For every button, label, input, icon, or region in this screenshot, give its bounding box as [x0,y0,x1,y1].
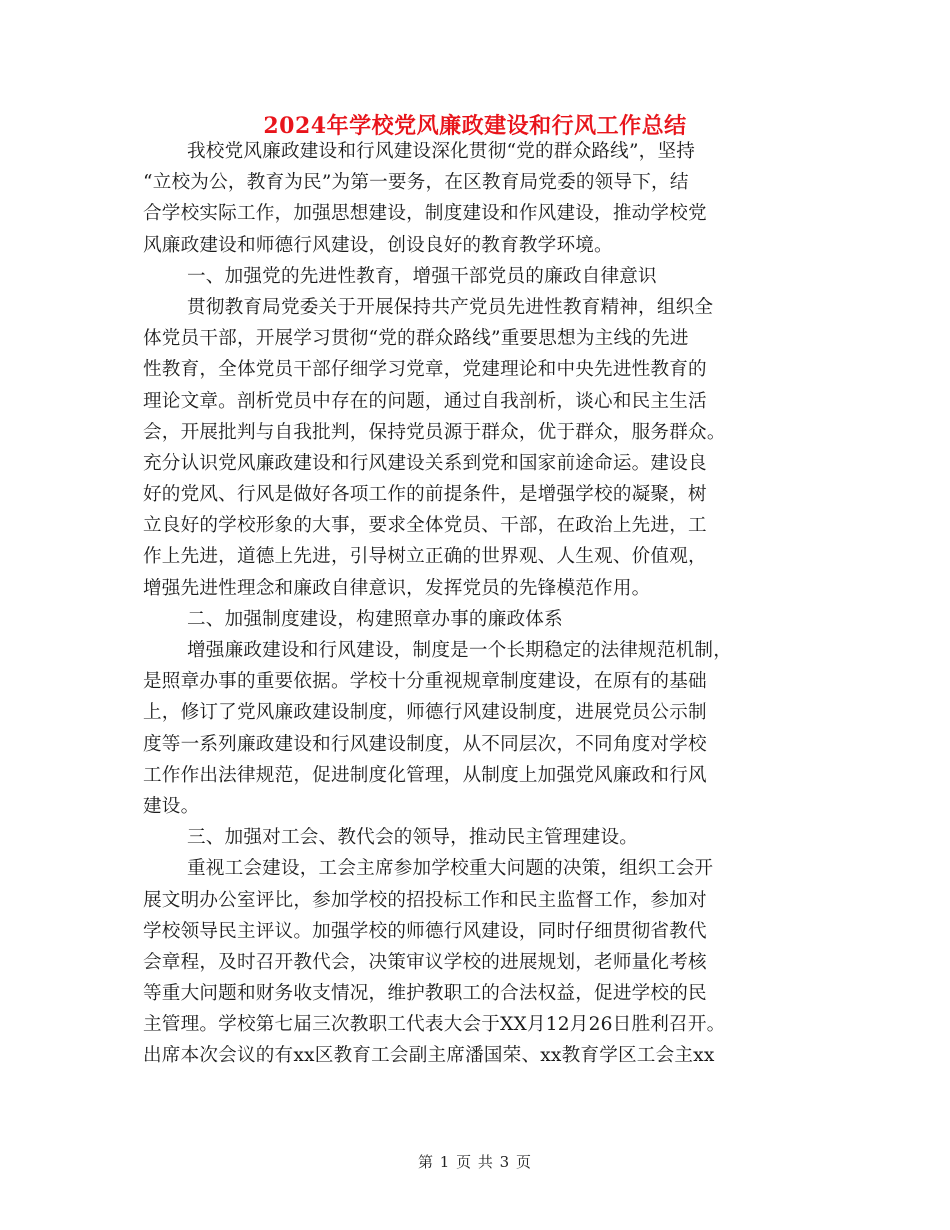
body-line: 度等一系列廉政建设和行风建设制度，从不同层次，不同角度对学校 [143,733,707,755]
body-line: 体党员干部，开展学习贯彻“党的群众路线”重要思想为主线的先进 [143,328,689,350]
body-line: 一、加强党的先进性教育，增强干部党员的廉政自律意识 [187,265,657,287]
body-line: 是照章办事的重要依据。学校十分重视规章制度建设，在原有的基础 [143,671,707,693]
body-line: 立良好的学校形象的大事，要求全体党员、干部，在政治上先进，工 [143,515,707,537]
body-line: 建设。 [143,795,200,817]
document-body [143,136,811,1072]
body-line: 理论文章。剖析党员中存在的问题，通过自我剖析，谈心和民主生活 [143,390,707,412]
body-line: 工作作出法律规范，促进制度化管理，从制度上加强党风廉政和行风 [143,764,707,786]
page-indicator: 第 1 页 共 3 页 [418,1153,532,1171]
body-line: 主管理。学校第七届三次教职工代表大会于XX月12月26日胜利召开。 [143,1014,726,1036]
body-line: 贯彻教育局党委关于开展保持共产党员先进性教育精神，组织全 [187,296,714,318]
body-line: 展文明办公室评比，参加学校的招投标工作和民主监督工作，参加对 [143,889,707,911]
body-line: 学校领导民主评议。加强学校的师德行风建设，同时仔细贯彻省教代 [143,920,707,942]
body-line: 合学校实际工作，加强思想建设，制度建设和作风建设，推动学校党 [143,203,707,225]
body-line: “立校为公，教育为民”为第一要务，在区教育局党委的领导下，结 [143,172,689,194]
body-line: 出席本次会议的有xx区教育工会副主席潘国荣、xx教育学区工会主xx [143,1045,715,1067]
body-line: 增强先进性理念和廉政自律意识，发挥党员的先锋模范作用。 [143,577,651,599]
body-line: 重视工会建设，工会主席参加学校重大问题的决策，组织工会开 [187,858,714,880]
body-line: 性教育，全体党员干部仔细学习党章，党建理论和中央先进性教育的 [143,359,707,381]
body-line: 三、加强对工会、教代会的领导，推动民主管理建设。 [187,827,639,849]
body-line: 会，开展批判与自我批判，保持党员源于群众，优于群众，服务群众。 [143,421,726,443]
body-line: 充分认识党风廉政建设和行风建设关系到党和国家前途命运。建设良 [143,452,707,474]
body-line: 我校党风廉政建设和行风建设深化贯彻“党的群众路线”，坚持 [187,141,696,162]
body-line: 风廉政建设和师德行风建设，创设良好的教育教学环境。 [143,234,613,256]
body-line: 好的党风、行风是做好各项工作的前提条件，是增强学校的凝聚，树 [143,484,707,506]
document-title: 2024年学校党风廉政建设和行风工作总结 [263,113,687,139]
body-line: 会章程，及时召开教代会，决策审议学校的进展规划，老师量化考核 [143,951,707,973]
body-line: 作上先进，道德上先进，引导树立正确的世界观、人生观、价值观， [143,546,707,568]
body-line: 二、加强制度建设，构建照章办事的廉政体系 [187,608,563,630]
body-line: 上，修订了党风廉政建设制度，师德行风建设制度，进展党员公示制 [143,702,707,724]
body-line: 增强廉政建设和行风建设，制度是一个长期稳定的法律规范机制， [187,640,733,661]
body-line: 等重大问题和财务收支情况，维护教职工的合法权益，促进学校的民 [143,983,707,1005]
